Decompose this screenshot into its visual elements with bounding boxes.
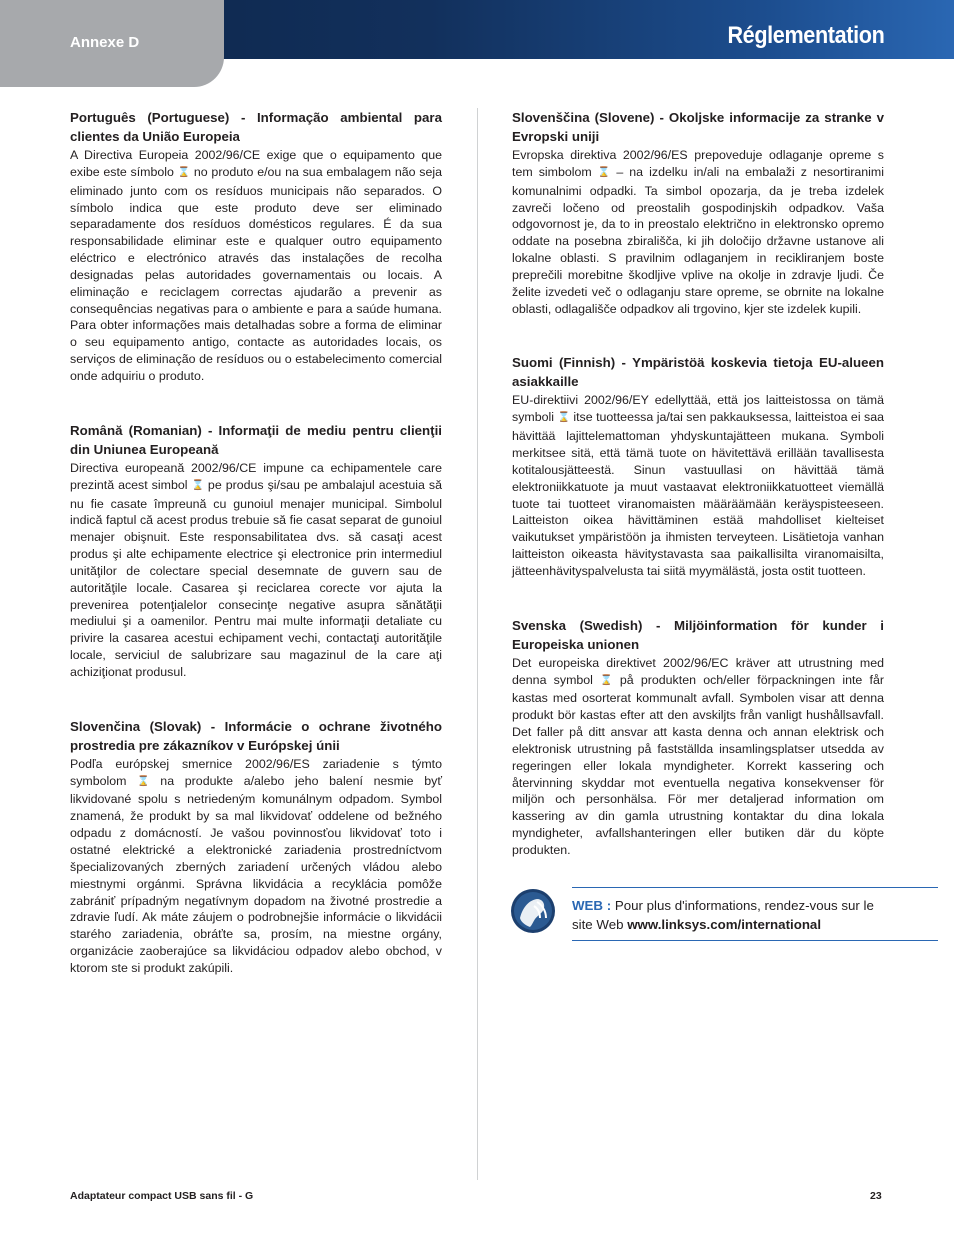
body-text: EU-direktiivi 2002/96/EY edellyttää, että jos laitteistossa on tämä symboli	[512, 393, 884, 425]
section-romanian	[70, 421, 442, 681]
section-body	[512, 655, 884, 859]
body-text: Det europeiska direktivet 2002/96/EC kräver att utrustning med denna symbol	[512, 655, 884, 687]
footer-product: Adaptateur compact USB sans fil - G	[70, 1190, 254, 1202]
section-title: Svenska (Swedish) - Miljöinformation för kunder i Europeiska unionen	[512, 617, 884, 652]
section-body	[512, 147, 884, 317]
body-text: no produto e/ou na sua embalagem não seja eliminado junto com os resíduos municipais não separados. O símbolo indica que este produto deve ser eliminado separadamente dos resíduos domésticos regulares. É da sua responsabilidade eliminar este e qualquer outro equipamento eléctrico e electrónico através das instalações de recolha designadas pelas autoridades governamentais ou locais. A eliminação e reciclagem correctas ajudarão a prevenir as consequências negativas para o ambiente e para a saúde humana. Para obter informações mais detalhadas sobre a forma de eliminar o seu equipamento antigo, contacte as autoridades locais, os serviços de eliminação de resíduos ou o estabelecimento comercial onde adquiriu o produto.	[70, 164, 442, 383]
body-text: – na izdelku in/ali na embalaži z nesortiranimi komunalnimi odpadki. Ta simbol opozarja, da je treba izdelek zavreči ločeno od preostalih gospodinjskih odpadkov. Vaša odgovornost je, da to in preostalo električno in elektronsko opremo oddate na posebna zbirališča, ki jih določijo državne ustanove ali lokalne oblasti. S pravilnim odlaganjem in recikliranjem boste preprečili morebitne škodljive vplive na okolje in zdravje ljudi. Če želite izvedeti več o odlaganju stare opreme, se obrnite na lokalne oblasti, odlagališče odpadkov ali trgovino, kjer ste izdelek kupili.	[512, 164, 884, 316]
web-note-text	[572, 896, 882, 934]
weee-bin-icon: ⌛	[557, 412, 570, 424]
weee-bin-icon: ⌛	[177, 166, 191, 178]
footer-page-number: 23	[870, 1190, 882, 1202]
web-note	[572, 887, 938, 941]
web-url-link[interactable]: www.linksys.com/international	[627, 916, 822, 932]
weee-bin-icon: ⌛	[191, 479, 204, 491]
section-title: Slovenčina (Slovak) - Informácie o ochrane životného prostredia pre zákazníkov v Európskej únii	[70, 718, 442, 753]
body-text: na produkte a/alebo jeho balení nesmie byť likvidované spolu s netriedeným komunálnym odpadom. Symbol znamená, že produkt by sa mal likvidovať oddelene od bežného odpadu z domácností. Je vašou povinnosťou likvidovať toto i ostatné elektrické a elektronické zariadenia prostredníctvom špecializovaných zberných zariadení určených vládou alebo miestnymi orgánmi. Správna likvidácia a recyklácia pomôže zabrániť prípadným negatívnym dopadom na životné prostredie a zdravie ľudí. Ak máte záujem o podrobnejšie informácie o likvidácii starého zariadenia, obráťte sa, prosím, na miestne orgány, organizácie zaoberajúce sa likvidáciou odpadov alebo obchod, v ktorom ste si produkt zakúpili.	[70, 773, 442, 975]
weee-bin-icon: ⌛	[137, 775, 150, 787]
body-text: itse tuotteessa ja/tai sen pakkauksessa, laitteistoa ei saa hävittää lajittelemattoman yhdyskuntajätteen mukana. Symboli merkitsee sitä, että tämä tuote on hävitettävä erillään tavallisesta kotitalousjätteestä. Sinun vastuullasi on hävittää tämä elektroniikkatuote ja muut vastaavat elektroniikkatuotteet viemällä tuote tai tuotteet viranomaisten määräämään keräyspisteeseen. Laitteiston oikea hävittäminen estää mahdolliset kielteiset vaikutukset ympäristöön ja ihmisten terveyteen. Lisätietoja vanhan laitteiston oikeasta hävitystavasta saa paikallisilta viranomaisilta, jätteenhävityspalvelusta tai siitä myymälästä, josta ostit tuotteen.	[512, 410, 884, 578]
body-text: Evropska direktiva 2002/96/ES prepoveduje odlaganje opreme s tem simbolom	[512, 148, 884, 179]
left-column	[70, 108, 442, 1013]
body-text: pe produs şi/sau pe ambalajul acestuia să nu fie casate împreună cu gunoiul menajer municipal. Simbolul indică faptul că acest produs trebuie să fie casat separat de gunoiul menajer obişnuit. Este responsabilitatea dvs. să casaţi acest produs şi alte echipamente electrice şi electronice prin intermediul unităţilor de colectare special desemnate de guvern sau de autorităţile locale. Casarea şi reciclarea corecte vor ajuta la prevenirea potenţialelor consecinţe negative asupra sănătăţii mediului şi a oamenilor. Pentru mai multe informaţii detaliate cu privire la casarea acestui echipament vechi, contactaţi autorităţile locale, serviciul de salubrizare sau magazinul de la care aţi achiziţionat produsul.	[70, 477, 442, 679]
annex-label: Annexe D	[70, 34, 140, 51]
section-slovene	[512, 108, 884, 317]
globe-icon	[510, 888, 556, 934]
section-slovak	[70, 717, 442, 977]
web-label: WEB :	[572, 897, 612, 913]
weee-bin-icon: ⌛	[600, 674, 613, 686]
column-divider	[477, 108, 478, 1180]
right-column	[512, 108, 884, 941]
section-finnish	[512, 353, 884, 579]
section-portuguese	[70, 108, 442, 385]
page-title: Réglementation	[727, 22, 884, 49]
web-note-body: Pour plus d'informations, rendez-vous sur le site Web	[572, 897, 874, 932]
section-title: Suomi (Finnish) - Ympäristöä koskevia tietoja EU-alueen asiakkaille	[512, 355, 884, 390]
section-title: Português (Portuguese) - Informação ambiental para clientes da União Europeia	[70, 110, 442, 144]
section-swedish	[512, 616, 884, 859]
body-text: Podľa európskej smernice 2002/96/ES zariadenie s týmto symbolom	[70, 756, 442, 788]
section-title: Slovenščina (Slovene) - Okoljske informacije za stranke v Evropski uniji	[512, 110, 884, 144]
section-body	[70, 460, 442, 681]
section-title: Română (Romanian) - Informaţii de mediu pentru clienţii din Uniunea Europeană	[70, 422, 442, 457]
body-text: A Directiva Europeia 2002/96/CE exige que o equipamento que exibe este símbolo	[70, 148, 442, 179]
body-text: på produkten och/eller förpackningen inte får kastas med osorterat kommunalt avfall. Symbolen visar att denna produkt bör kastas efter att den avskiljts från vanligt hushållsavfall. Det faller på ditt ansvar att kasta denna och annan elektrisk och elektronisk utrustning på fastställda insamlingsplatser utsedda av regeringen eller lokala myndigheter. Korrekt kassering och återvinning skyddar mot eventuella negativa konsekvenser för miljön och personhälsa. För mer detaljerad information om kassering av din gamla utrustning kontaktar du dina lokala myndigheter, avfallshanteringen eller butiken där du köpte produkten.	[512, 672, 884, 857]
section-body	[70, 147, 442, 385]
section-body	[70, 756, 442, 977]
body-text: Directiva europeană 2002/96/CE impune ca echipamentele care prezintă acest simbol	[70, 460, 442, 492]
weee-bin-icon: ⌛	[597, 166, 611, 178]
section-body	[512, 392, 884, 579]
